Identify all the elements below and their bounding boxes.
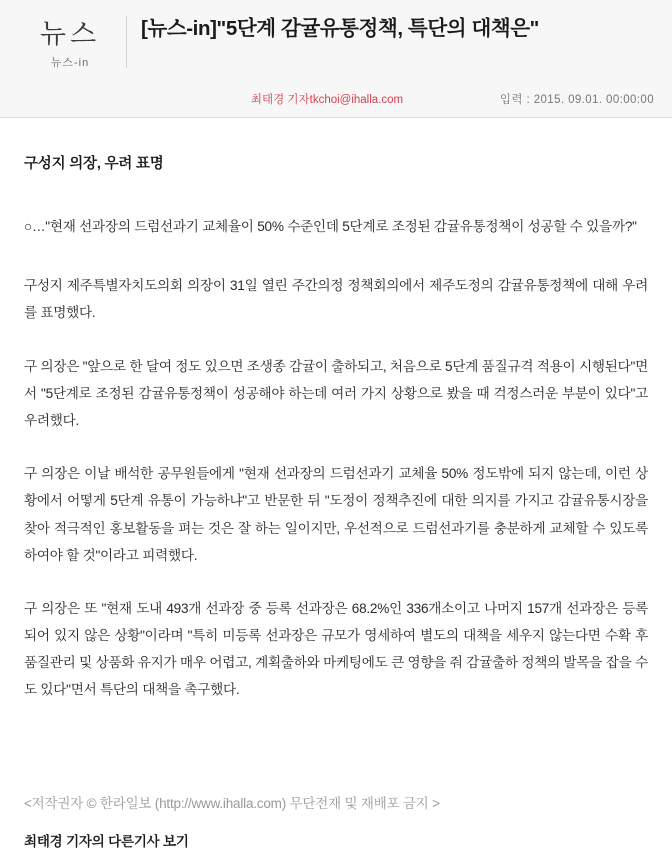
page-title: [뉴스-in]"5단계 감귤유통정책, 특단의 대책은" <box>141 17 539 40</box>
title-area <box>141 14 654 43</box>
article-footer <box>0 792 672 864</box>
author-more-articles-link[interactable]: 최태경 기자의 다른기사 보기 <box>24 834 189 849</box>
article-paragraph: 구 의장은 또 "현재 도내 493개 선과장 중 등록 선과장은 68.2%인 336개소이고 나머지 157개 선과장은 등록되어 있지 않은 상황"이라며 "특히 미등록 선과장은 규모가 영세하여 별도의 대책을 세우지 않는다면 수확 후 품질관리 및 상품화 유지가 매우 어렵고, 계획출하와 마케팅에도 큰 영향을 줘 감귤출하 정책의 발목을 잡을 수도 있다"면서 특단의 대책을 촉구했다. <box>24 600 648 698</box>
article-subhead: 구성지 의장, 우려 표명 <box>24 156 164 172</box>
article-paragraph: 구 의장은 이날 배석한 공무원들에게 "현재 선과장의 드럼선과기 교체율 50% 정도밖에 되지 않는데, 이런 상황에서 어떻게 5단계 유통이 가능하냐"고 반문한 뒤 "도정이 정책추진에 대한 의지를 가지고 감귤유통시장을 찾아 적극적인 홍보활동을 펴는 것은 잘 하는 일이지만, 우선적으로 드럼선과기를 충분하게 교체할 수 있도록 하여야 할 것"이라고 피력했다. <box>24 466 648 563</box>
article-paragraph: ○…"현재 선과장의 드럼선과기 교체율이 50% 수준인데 5단계로 조정된 감귤유통정책이 성공할 수 있을까?" <box>24 219 637 234</box>
header-inner <box>18 14 654 70</box>
copyright-notice: <저작권자 © 한라일보 (http://www.ihalla.com) 무단전재 및 재배포 금지 > <box>24 796 440 811</box>
article-paragraph: 구 의장은 "앞으로 한 달여 정도 있으면 조생종 감귤이 출하되고, 처음으로 5단계 품질규격 적용이 시행된다"면서 "5단계로 조정된 감귤유통정책이 성공해야 하는데 여러 가지 상황으로 봤을 때 걱정스러운 부분이 있다"고 우려했다. <box>24 358 648 428</box>
article-body <box>0 118 672 704</box>
author-byline[interactable]: 최태경 기자tkchoi@ihalla.com <box>250 94 404 106</box>
publish-date: 입력 : 2015. 09.01. 00:00:00 <box>499 94 654 106</box>
site-logo[interactable] <box>18 14 122 70</box>
site-logo-main: 뉴스 <box>39 19 101 50</box>
article-paragraph: 구성지 제주특별자치도의회 의장이 31일 열린 주간의정 정책회의에서 제주도정의 감귤유통정책에 대해 우려를 표명했다. <box>24 278 648 321</box>
byline-row <box>0 91 654 109</box>
site-logo-sub: 뉴스-in <box>50 56 90 69</box>
article-header <box>0 0 672 118</box>
header-divider <box>126 16 127 68</box>
